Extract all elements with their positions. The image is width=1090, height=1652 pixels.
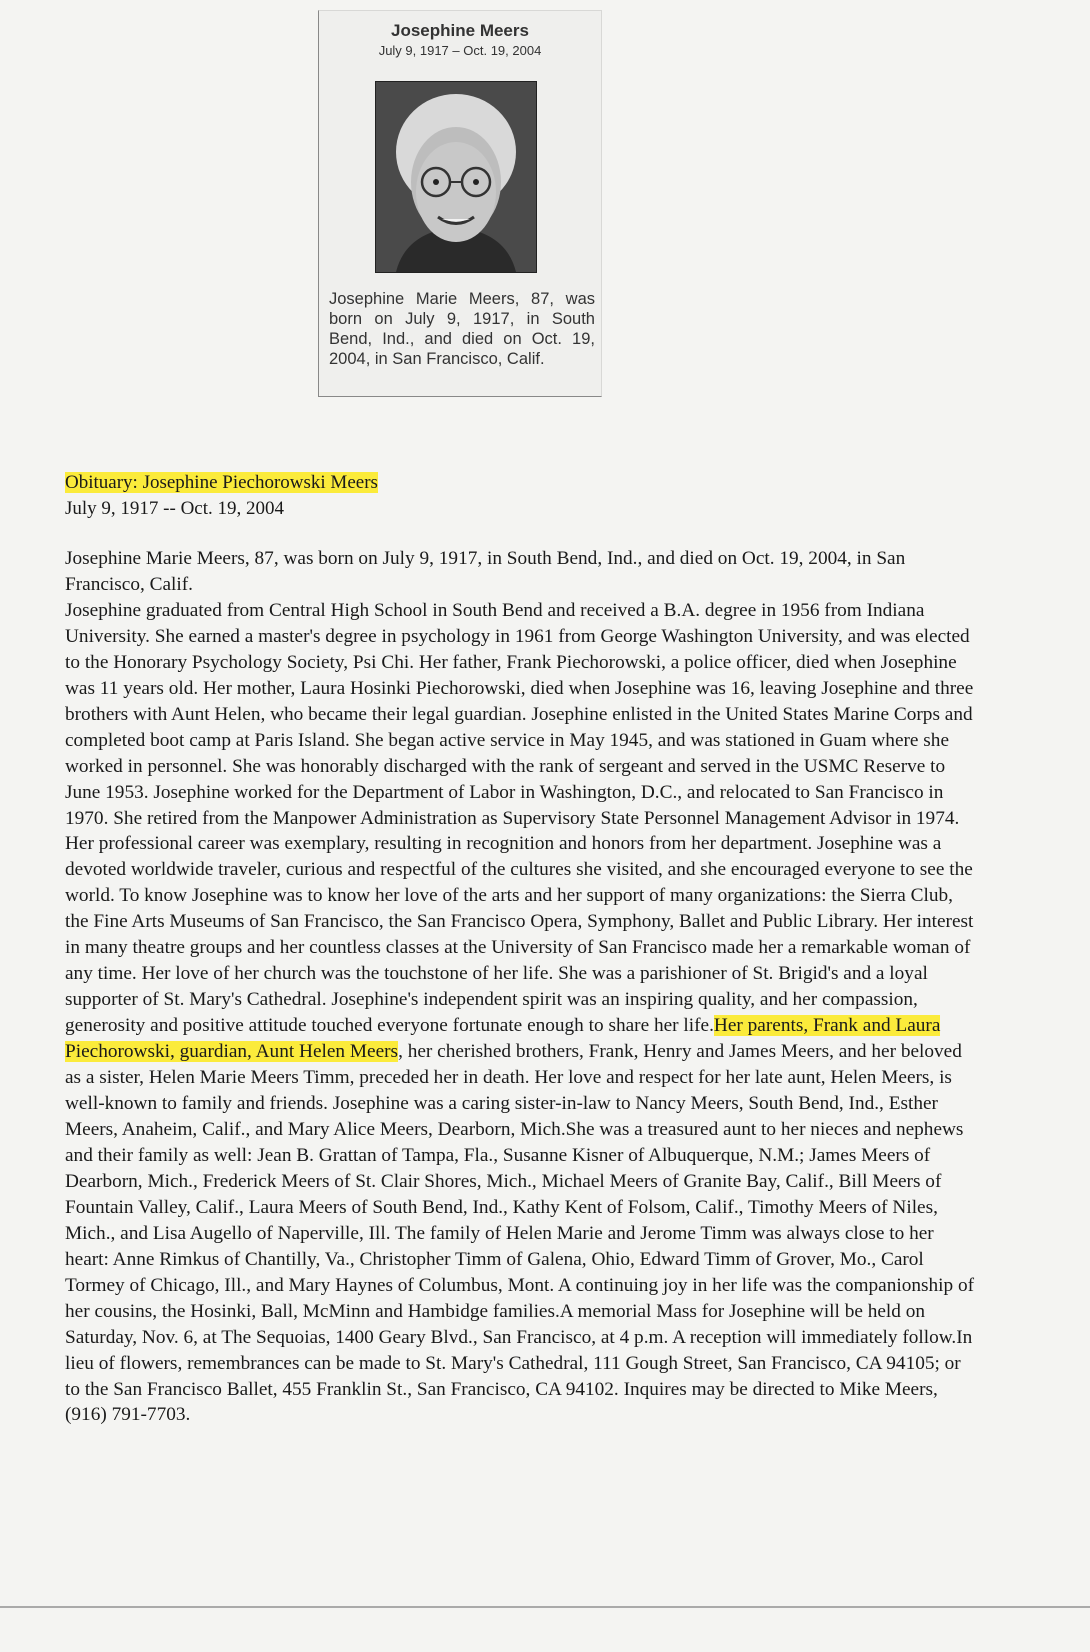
obituary-paragraph-1: Josephine Marie Meers, 87, was born on July 9, 1917, in South Bend, Ind., and died on Oct. 19, 2004, in San Francisco, Calif. — [65, 548, 906, 595]
obituary-title-line — [65, 470, 980, 496]
portrait-photo — [375, 81, 537, 273]
highlighted-survivors: Her parents, Frank and Laura Piechorowski, guardian, Aunt Helen Meers — [65, 1015, 941, 1063]
obituary-body — [65, 546, 980, 1428]
page-bottom-rule — [0, 1606, 1090, 1608]
clipping-dates: July 9, 1917 – Oct. 19, 2004 — [378, 43, 542, 58]
obituary-paragraph-2 — [65, 598, 980, 1429]
paragraph-2-end: , her cherished brothers, Frank, Henry and James Meers, and her beloved as a sister, Helen Marie Meers Timm, preceded her in death. Her love and respect for her late aunt, Helen Meers, is well-known to family and friends. Josephine was a caring sister-in-law to Nancy Meers, South Bend, Ind., Esther Meers, Anaheim, Calif., and Mary Alice Meers, Dearborn, Mich.She was a treasured aunt to her nieces and nephews and their family as well: Jean B. Grattan of Tampa, Fla., Susanne Kisner of Albuquerque, N.M.; James Meers of Dearborn, Mich., Frederick Meers of St. Clair Shores, Mich., Michael Meers of Granite Bay, Calif., Bill Meers of Fountain Valley, Calif., Laura Meers of South Bend, Ind., Kathy Kent of Folsom, Calif., Timothy Meers of Niles, Mich., and Lisa Augello of Naperville, Ill. The family of Helen Marie and Jerome Timm was always close to her heart: Anne Rimkus of Chantilly, Va., Christopher Timm of Galena, Ohio, Edward Timm of Grover, Mo., Carol Tormey of Chicago, Ill., and Mary Haynes of Columbus, Mont. A continuing joy in her life was the companionship of her cousins, the Hosinki, Ball, McMinn and Hambidge families.A memorial Mass for Josephine will be held on Saturday, Nov. 6, at The Sequoias, 1400 Geary Blvd., San Francisco, at 4 p.m. A reception will immediately follow.In lieu of flowers, remembrances can be made to St. Mary's Cathedral, 111 Gough Street, San Francisco, CA 94105; or to the San Francisco Ballet, 455 Franklin St., San Francisco, CA 94102. Inquires may be directed to Mike Meers, (916) 791-7703. — [65, 1041, 975, 1426]
obituary-article — [65, 470, 980, 1428]
clipping-caption: Josephine Marie Meers, 87, was born on July 9, 1917, in South Bend, Ind., and died on Oct. 19, 2004, in San Francisco, Calif. — [329, 290, 595, 368]
clipping-name: Josephine Meers — [391, 21, 529, 40]
paragraph-2-start: Josephine graduated from Central High School in South Bend and received a B.A. degree in 1956 from Indiana University. She earned a master's degree in psychology in 1961 from George Washington University, and was elected to the Honorary Psychology Society, Psi Chi. Her father, Frank Piechorowski, a police officer, died when Josephine was 11 years old. Her mother, Laura Hosinki Piechorowski, died when Josephine was 16, leaving Josephine and three brothers with Aunt Helen, who became their legal guardian. Josephine enlisted in the United States Marine Corps and completed boot camp at Paris Island. She began active service in May 1945, and was stationed in Guam where she worked in personnel. She was honorably discharged with the rank of sergeant and served in the USMC Reserve to June 1953. Josephine worked for the Department of Labor in Washington, D.C., and relocated to San Francisco in 1970. She retired from the Manpower Administration as Supervisory State Personnel Management Advisor in 1974. Her professional career was exemplary, resulting in recognition and honors from her department. Josephine was a devoted worldwide traveler, curious and respectful of the cultures she visited, and she encouraged everyone to see the world. To know Josephine was to know her love of the arts and her support of many organizations: the Sierra Club, the Fine Arts Museums of San Francisco, the San Francisco Opera, Symphony, Ballet and Public Library. Her interest in many theatre groups and her countless classes at the University of San Francisco made her a remarkable woman of any time. Her love of her church was the touchstone of her life. She was a parishioner of St. Brigid's and a loyal supporter of St. Mary's Cathedral. Josephine's independent spirit was an inspiring quality, and her compassion, generosity and positive attitude touched everyone fortunate enough to share her life. — [65, 599, 974, 1037]
portrait-image — [376, 82, 536, 272]
obituary-title: Obituary: Josephine Piechorowski Meers — [65, 472, 378, 493]
obituary-dates: July 9, 1917 -- Oct. 19, 2004 — [65, 498, 285, 519]
newspaper-clipping — [318, 10, 602, 397]
